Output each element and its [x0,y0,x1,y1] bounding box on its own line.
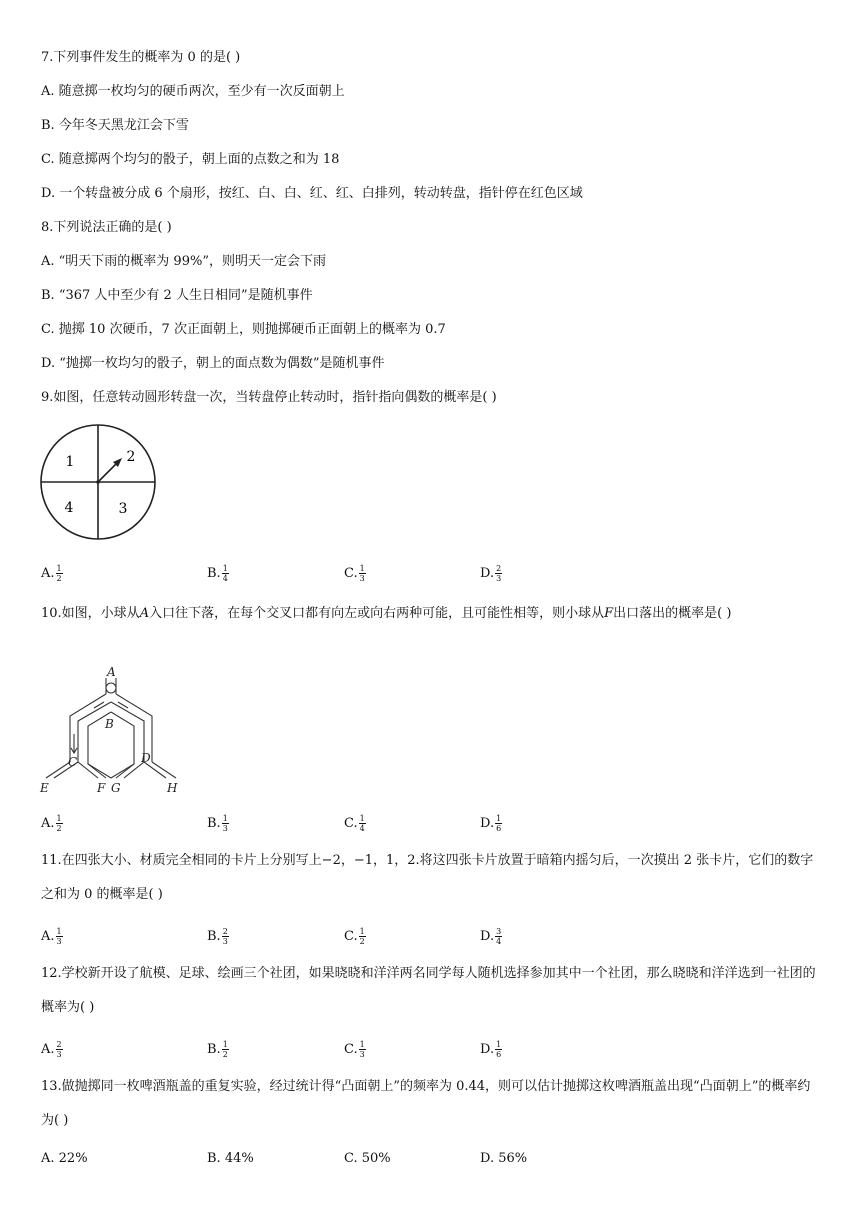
q10-var-f: F [604,606,614,621]
q10-option-a: A. $\frac{1}{2}$ [41,814,62,833]
q12-option-a: A. $\frac{2}{3}$ [41,1040,62,1059]
q10-option-d: D. $\frac{1}{6}$ [480,814,502,833]
q13-option-a: A. 22% [41,1151,88,1166]
q11-option-a: A. $\frac{1}{3}$ [41,927,62,946]
q13-option-b: B. 44% [207,1151,254,1166]
q7-option-d: D. 一个转盘被分成 6 个扇形，按红、白、白、红、红、白排列，转动转盘，指针停在红色区域 [41,186,583,201]
q10-option-b: B. $\frac{1}{3}$ [207,814,228,833]
q7-stem: 7.下列事件发生的概率为 0 的是( ) [41,50,241,65]
spinner-label-3: 3 [118,501,128,517]
fig-label-d: D [141,751,151,765]
fig-label-c: C [68,755,78,769]
q11-option-c: C. $\frac{1}{2}$ [344,927,365,946]
fig-label-e: E [40,781,49,795]
q7-option-a: A. 随意掷一枚均匀的硬币两次，至少有一次反面朝上 [41,84,345,99]
q8-stem: 8.下列说法正确的是( ) [41,220,172,235]
q10-var-a: A [139,606,150,621]
q8-option-c: C. 抛掷 10 次硬币，7 次正面朝上，则抛掷硬币正面朝上的概率为 0.7 [41,322,446,337]
q13-stem: 13.做抛掷同一枚啤酒瓶盖的重复实验，经过统计得“凸面朝上”的频率为 0.44，则可以估计抛掷这枚啤酒瓶盖出现“凸面朝上”的概率约为( ) [41,1079,811,1128]
q8-option-d: D. “抛掷一枚均匀的骰子，朝上的面点数为偶数”是随机事件 [41,356,385,371]
q9-option-d: D. $\frac{2}{3}$ [480,564,502,583]
fig-label-h: H [167,781,178,795]
q9-option-c: C. $\frac{1}{3}$ [344,564,365,583]
q11-stem: 11.在四张大小、材质完全相同的卡片上分别写上−2，−1，1，2.将这四张卡片放置于暗箱内摇匀后，一次摸出 2 张卡片，它们的数字之和为 0 的概率是( ) [41,853,814,902]
q7-option-b: B. 今年冬天黑龙江会下雪 [41,118,189,133]
q12-option-b: B. $\frac{1}{2}$ [207,1040,228,1059]
q12-stem: 12.学校新开设了航模、足球、绘画三个社团，如果晓晓和洋洋两名同学每人随机选择参加其中一个社团，那么晓晓和洋洋选到一社团的概率为( ) [41,966,816,1015]
q10-stem: 10.如图，小球从A入口往下落，在每个交叉口都有向左或向右两种可能，且可能性相等，则小球从F出口落出的概率是( ) [41,606,732,621]
q9-option-b: B. $\frac{1}{4}$ [207,564,228,583]
q13-option-c: C. 50% [344,1151,391,1166]
q8-option-a: A. “明天下雨的概率为 99%”，则明天一定会下雨 [41,254,326,269]
fig-label-a: A [107,665,116,679]
spinner-figure [38,422,162,546]
spinner-label-4: 4 [64,500,74,516]
q10-option-c: C. $\frac{1}{4}$ [344,814,365,833]
q13-option-d: D. 56% [480,1151,528,1166]
ball-path-figure [36,664,196,800]
fig-label-g: G [111,781,121,795]
spinner-label-2: 2 [126,449,136,465]
q9-option-a: A. $\frac{1}{2}$ [41,564,62,583]
fig-label-f: F [97,781,106,795]
q11-option-b: B. $\frac{2}{3}$ [207,927,228,946]
q11-option-d: D. $\frac{3}{4}$ [480,927,502,946]
fig-label-b: B [105,717,114,731]
q9-stem: 9.如图，任意转动圆形转盘一次，当转盘停止转动时，指针指向偶数的概率是( ) [41,390,497,405]
q12-option-c: C. $\frac{1}{3}$ [344,1040,365,1059]
q8-option-b: B. “367 人中至少有 2 人生日相同”是随机事件 [41,288,313,303]
q7-option-c: C. 随意掷两个均匀的骰子，朝上面的点数之和为 18 [41,152,340,167]
q12-option-d: D. $\frac{1}{6}$ [480,1040,502,1059]
spinner-label-1: 1 [65,454,75,470]
